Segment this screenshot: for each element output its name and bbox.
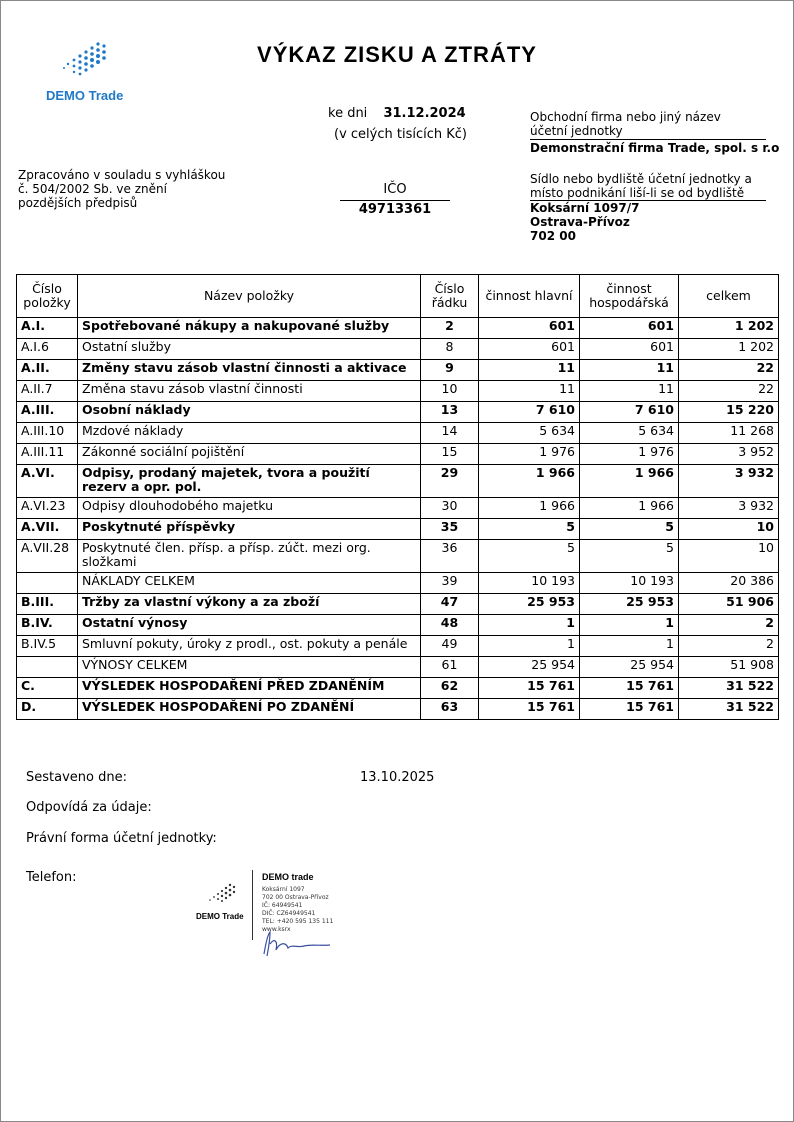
row-code [17,657,78,678]
table-row [17,402,779,423]
row-name: Odpisy, prodaný majetek, tvora a použití rezerv a opr. pol. [78,465,421,498]
row-total: 1 202 [679,339,779,360]
row-total: 22 [679,381,779,402]
row-code: C. [17,678,78,699]
row-main-activity: 1 976 [479,444,580,465]
row-total: 2 [679,636,779,657]
table-body [17,318,779,720]
logo-text: DEMO Trade [46,88,124,103]
row-total: 51 908 [679,657,779,678]
row-number: 49 [421,636,479,657]
row-code: A.III. [17,402,78,423]
row-number: 30 [421,498,479,519]
table-row [17,423,779,444]
row-name: Mzdové náklady [78,423,421,444]
row-code [17,573,78,594]
row-total: 20 386 [679,573,779,594]
date-label: ke dni [328,106,368,121]
table-row [17,465,779,498]
units-note: (v celých tisících Kč) [334,127,467,142]
row-main-activity: 5 [479,519,580,540]
header-code: Číslo položky [17,275,78,318]
firm-label-line: Obchodní firma nebo jiný název [530,110,721,124]
row-economic-activity: 1 976 [580,444,679,465]
row-main-activity: 10 193 [479,573,580,594]
row-number: 8 [421,339,479,360]
stamp-line: IČ: 64949541 [262,902,303,909]
row-total: 31 522 [679,699,779,720]
row-name: NÁKLADY CELKEM [78,573,421,594]
row-economic-activity: 15 761 [580,699,679,720]
row-number: 9 [421,360,479,381]
header-economic-activity: činnost hospodářská [580,275,679,318]
row-number: 14 [421,423,479,444]
compliance-line: č. 504/2002 Sb. ve znění [18,182,167,196]
date-row [328,106,466,121]
row-name: Změny stavu zásob vlastní činnosti a aktivace [78,360,421,381]
signature-icon [258,928,338,958]
row-name: Ostatní služby [78,339,421,360]
row-code: A.VII. [17,519,78,540]
seat-line: 702 00 [530,229,576,243]
row-main-activity: 25 953 [479,594,580,615]
row-number: 63 [421,699,479,720]
row-code: A.VII.28 [17,540,78,573]
row-name: Poskytnuté příspěvky [78,519,421,540]
page-title: VÝKAZ ZISKU A ZTRÁTY [257,42,537,67]
ico-divider [340,200,450,201]
table-row [17,594,779,615]
row-main-activity: 7 610 [479,402,580,423]
row-total: 22 [679,360,779,381]
row-main-activity: 1 [479,636,580,657]
header-name: Název položky [78,275,421,318]
row-economic-activity: 601 [580,339,679,360]
table-row [17,636,779,657]
row-main-activity: 1 966 [479,465,580,498]
row-total: 1 202 [679,318,779,339]
row-main-activity: 601 [479,318,580,339]
row-code: D. [17,699,78,720]
row-total: 3 932 [679,498,779,519]
row-economic-activity: 25 953 [580,594,679,615]
row-total: 2 [679,615,779,636]
prepared-label: Sestaveno dne: [26,770,127,785]
row-main-activity: 601 [479,339,580,360]
row-economic-activity: 601 [580,318,679,339]
stamp-left-name: DEMO Trade [196,912,244,921]
date-value: 31.12.2024 [383,106,466,121]
stamp-details [262,886,333,934]
table-row [17,540,779,573]
row-total: 10 [679,540,779,573]
row-code: B.IV. [17,615,78,636]
row-total: 15 220 [679,402,779,423]
row-number: 29 [421,465,479,498]
table-header-row [17,275,779,318]
table-row [17,339,779,360]
row-economic-activity: 11 [580,381,679,402]
table-row [17,381,779,402]
row-total: 3 952 [679,444,779,465]
seat-label-line: místo podnikání liší-li se od bydliště [530,186,745,200]
firm-value: Demonstrační firma Trade, spol. s r.o [530,141,780,155]
row-total: 11 268 [679,423,779,444]
row-economic-activity: 5 [580,519,679,540]
row-main-activity: 15 761 [479,678,580,699]
row-number: 35 [421,519,479,540]
table-row [17,615,779,636]
row-number: 62 [421,678,479,699]
row-main-activity: 5 [479,540,580,573]
row-code: A.III.11 [17,444,78,465]
row-name: Spotřebované nákupy a nakupované služby [78,318,421,339]
row-number: 48 [421,615,479,636]
ico-value: 49713361 [358,202,432,217]
row-main-activity: 11 [479,381,580,402]
row-economic-activity: 10 193 [580,573,679,594]
table-row [17,573,779,594]
row-name: VÝNOSY CELKEM [78,657,421,678]
row-code: A.VI. [17,465,78,498]
prepared-value: 13.10.2025 [360,770,435,785]
row-number: 10 [421,381,479,402]
row-number: 39 [421,573,479,594]
row-code: A.II. [17,360,78,381]
table-row [17,318,779,339]
row-name: Osobní náklady [78,402,421,423]
row-main-activity: 1 966 [479,498,580,519]
row-name: Odpisy dlouhodobého majetku [78,498,421,519]
header-row-number: Číslo řádku [421,275,479,318]
row-number: 2 [421,318,479,339]
stamp-line: 702 00 Ostrava-Přívoz [262,894,329,901]
compliance-line: pozdějších předpisů [18,196,138,210]
responsible-label: Odpovídá za údaje: [26,800,152,815]
stamp-line: www.ksrx [262,926,291,933]
row-economic-activity: 5 [580,540,679,573]
row-code: A.I.6 [17,339,78,360]
row-name: VÝSLEDEK HOSPODAŘENÍ PŘED ZDANĚNÍM [78,678,421,699]
profit-loss-table [16,274,779,720]
row-name: Zákonné sociální pojištění [78,444,421,465]
phone-label: Telefon: [26,870,77,885]
legal-form-label: Právní forma účetní jednotky: [26,831,217,846]
seat-line: Ostrava-Přívoz [530,215,630,229]
table-row [17,519,779,540]
row-code: B.III. [17,594,78,615]
row-name: Smluvní pokuty, úroky z prodl., ost. pokuty a penále [78,636,421,657]
row-name: Změna stavu zásob vlastní činnosti [78,381,421,402]
compliance-note [18,168,225,210]
row-number: 36 [421,540,479,573]
row-code: B.IV.5 [17,636,78,657]
stamp-line: DIČ: CZ64949541 [262,910,316,917]
row-code: A.II.7 [17,381,78,402]
row-name: Poskytnuté člen. přísp. a přísp. zúčt. mezi org. složkami [78,540,421,573]
row-main-activity: 1 [479,615,580,636]
table-row [17,498,779,519]
row-code: A.III.10 [17,423,78,444]
ico-label: IČO [383,182,407,197]
row-number: 61 [421,657,479,678]
stamp-line: Koksární 1097 [262,886,305,893]
table-row [17,657,779,678]
row-name: VÝSLEDEK HOSPODAŘENÍ PO ZDANĚNÍ [78,699,421,720]
row-number: 13 [421,402,479,423]
firm-divider [530,139,766,140]
row-number: 15 [421,444,479,465]
row-code: A.VI.23 [17,498,78,519]
row-economic-activity: 15 761 [580,678,679,699]
stamp-company: DEMO trade [262,872,314,882]
header-total: celkem [679,275,779,318]
firm-label [530,110,721,138]
row-economic-activity: 1 966 [580,465,679,498]
seat-label-line: Sídlo nebo bydliště účetní jednotky a [530,172,752,186]
row-total: 10 [679,519,779,540]
row-code: A.I. [17,318,78,339]
seat-label [530,172,752,200]
row-economic-activity: 7 610 [580,402,679,423]
row-economic-activity: 1 966 [580,498,679,519]
logo [44,40,134,110]
row-economic-activity: 1 [580,636,679,657]
compliance-line: Zpracováno v souladu s vyhláškou [18,168,226,182]
logo-dots-icon [58,40,118,82]
row-economic-activity: 11 [580,360,679,381]
seat-line: Koksární 1097/7 [530,201,640,215]
table-row [17,678,779,699]
table-row [17,444,779,465]
table-row [17,360,779,381]
row-total: 51 906 [679,594,779,615]
header-main-activity: činnost hlavní [479,275,580,318]
company-stamp [196,868,346,958]
row-main-activity: 11 [479,360,580,381]
row-main-activity: 15 761 [479,699,580,720]
row-total: 31 522 [679,678,779,699]
row-name: Ostatní výnosy [78,615,421,636]
firm-label-line: účetní jednotky [530,124,623,138]
stamp-logo-icon [202,882,242,906]
row-economic-activity: 1 [580,615,679,636]
row-main-activity: 25 954 [479,657,580,678]
row-main-activity: 5 634 [479,423,580,444]
stamp-divider [252,870,253,940]
row-number: 47 [421,594,479,615]
row-total: 3 932 [679,465,779,498]
seat-value [530,201,639,243]
row-economic-activity: 5 634 [580,423,679,444]
table-row [17,699,779,720]
row-economic-activity: 25 954 [580,657,679,678]
row-name: Tržby za vlastní výkony a za zboží [78,594,421,615]
stamp-line: TEL: +420 595 135 111 [262,918,334,925]
